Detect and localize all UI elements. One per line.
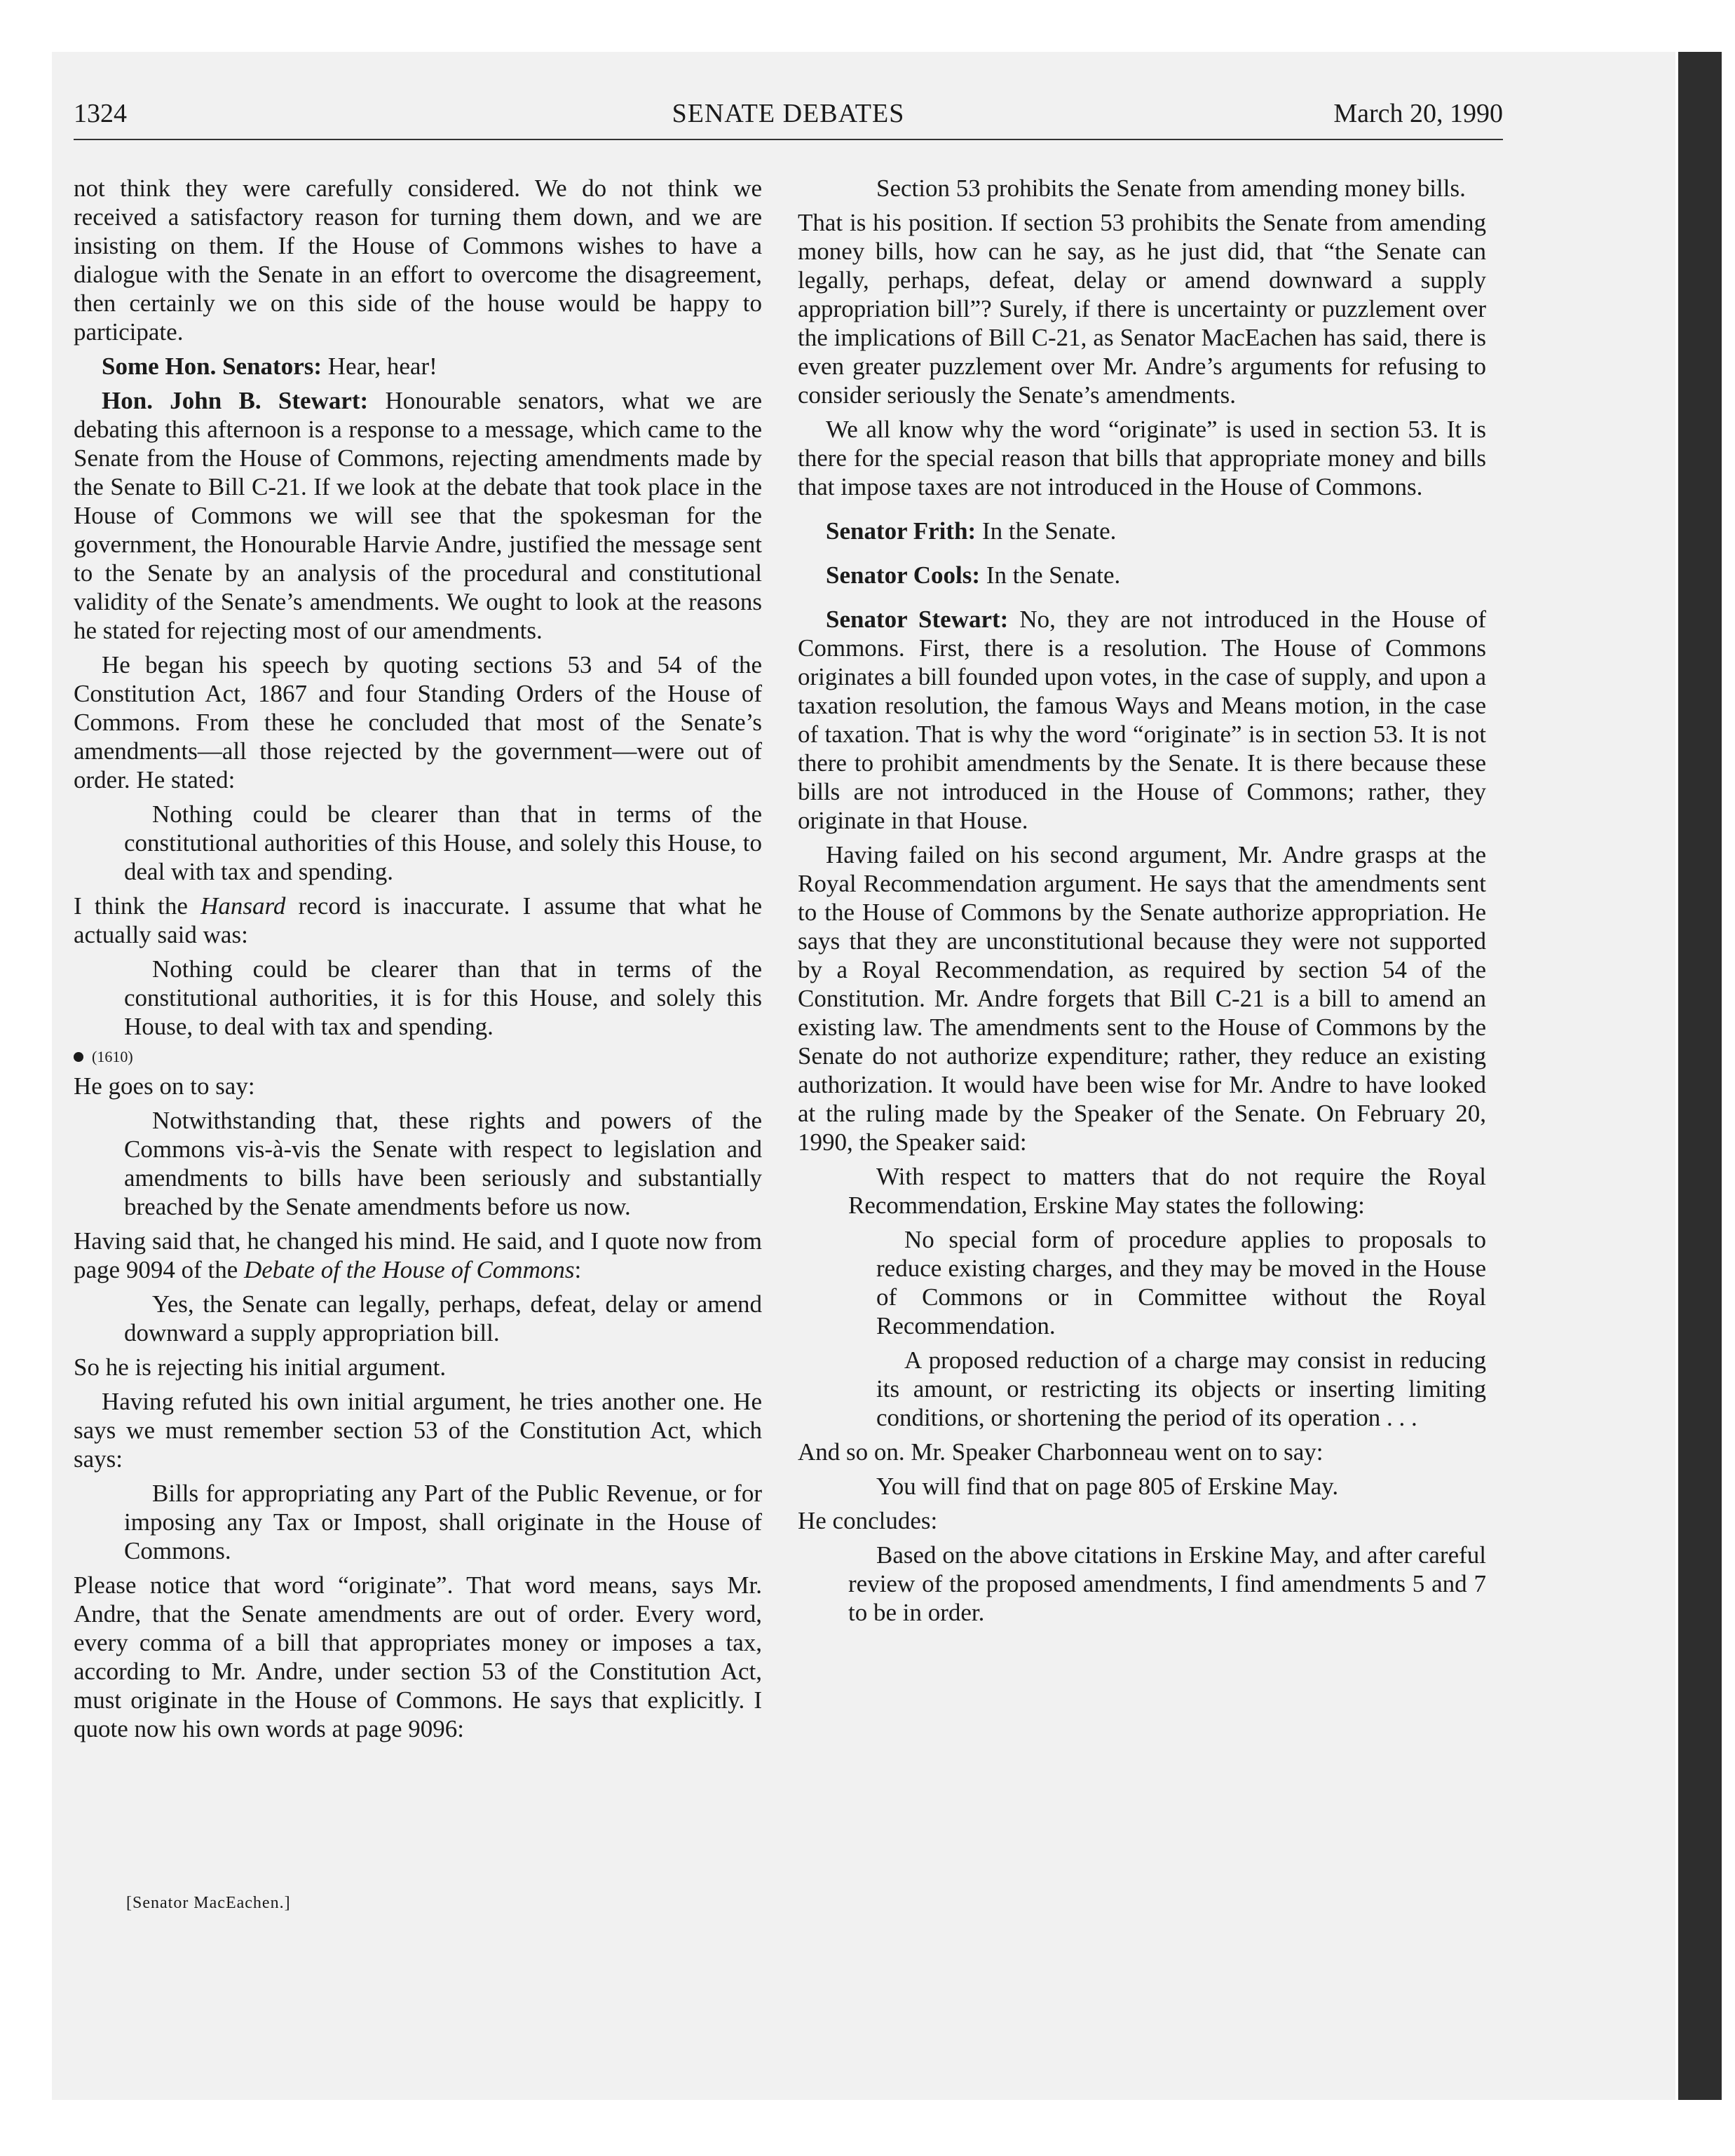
page-header: [74, 94, 1503, 140]
paragraph: That is his position. If section 53 prohibits the Senate from amending money bills, how can he say, as he just did, that “the Senate can legally, perhaps, defeat, delay or amend downward a supply appropriation bill”? Surely, if there is uncertainty or puzzlement over the implications of Bill C-21, as Senator MacEachen has said, there is even greater puzzlement over Mr. Andre’s arguments for refusing to consider seriously the Senate’s amendments.: [798, 209, 1486, 409]
speaker-paragraph: [798, 517, 1486, 545]
speaker-paragraph: [798, 605, 1486, 835]
paragraph: He concludes:: [798, 1507, 938, 1534]
paragraph: not think they were carefully considered. We do not think we received a satisfactory reason for turning them down, and we are insisting on them. If the House of Commons wishes to have a dialogue with the Senate in an effort to overcome the disagreement, then certainly we on this side of the house would be happy to participate.: [74, 175, 762, 346]
speaker-paragraph: [74, 352, 762, 381]
paragraph: He goes on to say:: [74, 1072, 255, 1100]
paragraph: Please notice that word “originate”. That word means, says Mr. Andre, that the Senate amendments are out of order. Every word, every comma of a bill that appropriates money or imposes a tax, according to Mr. Andre, under section 53 of the Constitution Act, must originate in the House of Commons. He says that explicitly. I quote now his own words at page 9096:: [74, 1571, 762, 1742]
speech-text: In the Senate.: [976, 517, 1117, 545]
time-marker: [74, 1046, 762, 1067]
paragraph: [74, 892, 762, 949]
block-quote: Notwithstanding that, these rights and powers of the Commons vis-à-vis the Senate with respect to legislation and amendments to bills have been seriously and substantially breached by the Senate amendments before us now.: [124, 1107, 762, 1220]
speech-text: In the Senate.: [980, 561, 1121, 589]
paragraph: He began his speech by quoting sections 53 and 54 of the Constitution Act, 1867 and four Standing Orders of the House of Commons. From these he concluded that most of the Senate’s amendments—all those rejected by the government—were out of order. He stated:: [74, 651, 762, 793]
paragraph: So he is rejecting his initial argument.: [74, 1353, 447, 1381]
speech-text: Honourable senators, what we are debating this afternoon is a response to a message, which came to the Senate from the House of Commons, rejecting amendments made by the Senate to Bill C-21. If we look at the debate that took place in the House of Commons we will see that the spokesman for the government, the Honourable Harvie Andre, justified the message sent to the Senate by an analysis of the procedural and constitutional validity of the Senate’s amendments. We ought to look at the reasons he stated for rejecting most of our amendments.: [74, 387, 762, 644]
paragraph: And so on. Mr. Speaker Charbonneau went on to say:: [798, 1438, 1324, 1466]
italic-title: Hansard: [200, 892, 286, 920]
speaker-name: Senator Cools:: [826, 561, 981, 589]
speaker-name: Some Hon. Senators:: [102, 353, 322, 380]
italic-title: Debate of the House of Commons: [243, 1256, 575, 1283]
speaker-paragraph: [74, 386, 762, 645]
block-quote: With respect to matters that do not require the Royal Recommendation, Erskine May states the following:: [848, 1163, 1486, 1219]
bullet-dot-icon: [74, 1052, 83, 1062]
speaker-name: Senator Stewart:: [826, 606, 1009, 633]
speech-text: No, they are not introduced in the House of Commons. First, there is a resolution. The House of Commons originates a bill founded upon votes, in the case of supply, and upon a taxation resolution, the famous Ways and Means motion, in the case of taxation. That is why the word “originate” is in section 53. It is not there to prohibit amendments by the Senate. It is there because these bills are not introduced in the House of Commons; rather, they originate in that House.: [798, 606, 1486, 834]
time-marker-label: (1610): [92, 1048, 133, 1065]
paragraph: Having failed on his second argument, Mr. Andre grasps at the Royal Recommendation argument. He says that the amendments sent to the House of Commons by the Senate authorize appropriation. He says that they are unconstitutional because they were not supported by a Royal Recommendation, as required by section 54 of the Constitution. Mr. Andre forgets that Bill C-21 is a bill to amend an existing law. The amendments sent to the House of Commons by the Senate do not authorize expenditure; rather, they reduce an existing authorization. It would have been wise for Mr. Andre to have looked at the ruling made by the Speaker of the Senate. On February 20, 1990, the Speaker said:: [798, 841, 1486, 1156]
block-quote: Bills for appropriating any Part of the Public Revenue, or for imposing any Tax or Impost, shall originate in the House of Commons.: [124, 1480, 762, 1564]
left-column: [74, 174, 762, 1749]
paragraph: We all know why the word “originate” is used in section 53. It is there for the special reason that bills that appropriate money and bills that impose taxes are not introduced in the House of Commons.: [798, 416, 1486, 500]
speaker-paragraph: [798, 561, 1486, 589]
nested-quote: A proposed reduction of a charge may consist in reducing its amount, or restricting its objects or inserting limiting conditions, or shortening the period of its operation . . .: [876, 1346, 1486, 1431]
right-column: [798, 174, 1486, 1632]
paragraph: [74, 1227, 762, 1284]
text-run: Having said that, he changed his mind. He said, and I quote now from page 9094 of the: [74, 1227, 762, 1283]
page-number: 1324: [74, 99, 127, 128]
speech-text: Hear, hear!: [322, 353, 437, 380]
text-run: record is inaccurate. I assume that what he actually said was:: [74, 892, 762, 948]
block-quote: Nothing could be clearer than that in terms of the constitutional authorities of this House, and solely this House, to deal with tax and spending.: [124, 800, 762, 885]
block-quote: Nothing could be clearer than that in terms of the constitutional authorities, it is for this House, and solely this House, to deal with tax and spending.: [124, 955, 762, 1040]
speaker-name: Hon. John B. Stewart:: [102, 387, 369, 414]
speaker-name: Senator Frith:: [826, 517, 977, 545]
nested-quote: No special form of procedure applies to proposals to reduce existing charges, and they may be moved in the House of Commons or in Committee without the Royal Recommendation.: [876, 1226, 1486, 1339]
block-quote: You will find that on page 805 of Erskine May.: [876, 1473, 1339, 1500]
page-footnote: [Senator MacEachen.]: [126, 1894, 291, 1912]
block-quote: Yes, the Senate can legally, perhaps, defeat, delay or amend downward a supply appropriation bill.: [124, 1290, 762, 1346]
publication-title: SENATE DEBATES: [672, 99, 905, 128]
block-quote: Based on the above citations in Erskine May, and after careful review of the proposed amendments, I find amendments 5 and 7 to be in order.: [848, 1541, 1486, 1626]
paragraph: Having refuted his own initial argument, he tries another one. He says we must remember section 53 of the Constitution Act, which says:: [74, 1388, 762, 1473]
text-run: :: [574, 1256, 582, 1283]
text-run: I think the: [74, 892, 201, 920]
page-date: March 20, 1990: [1333, 99, 1503, 128]
page-edge-shadow: [1678, 52, 1722, 2100]
block-quote: Section 53 prohibits the Senate from amending money bills.: [876, 175, 1466, 202]
